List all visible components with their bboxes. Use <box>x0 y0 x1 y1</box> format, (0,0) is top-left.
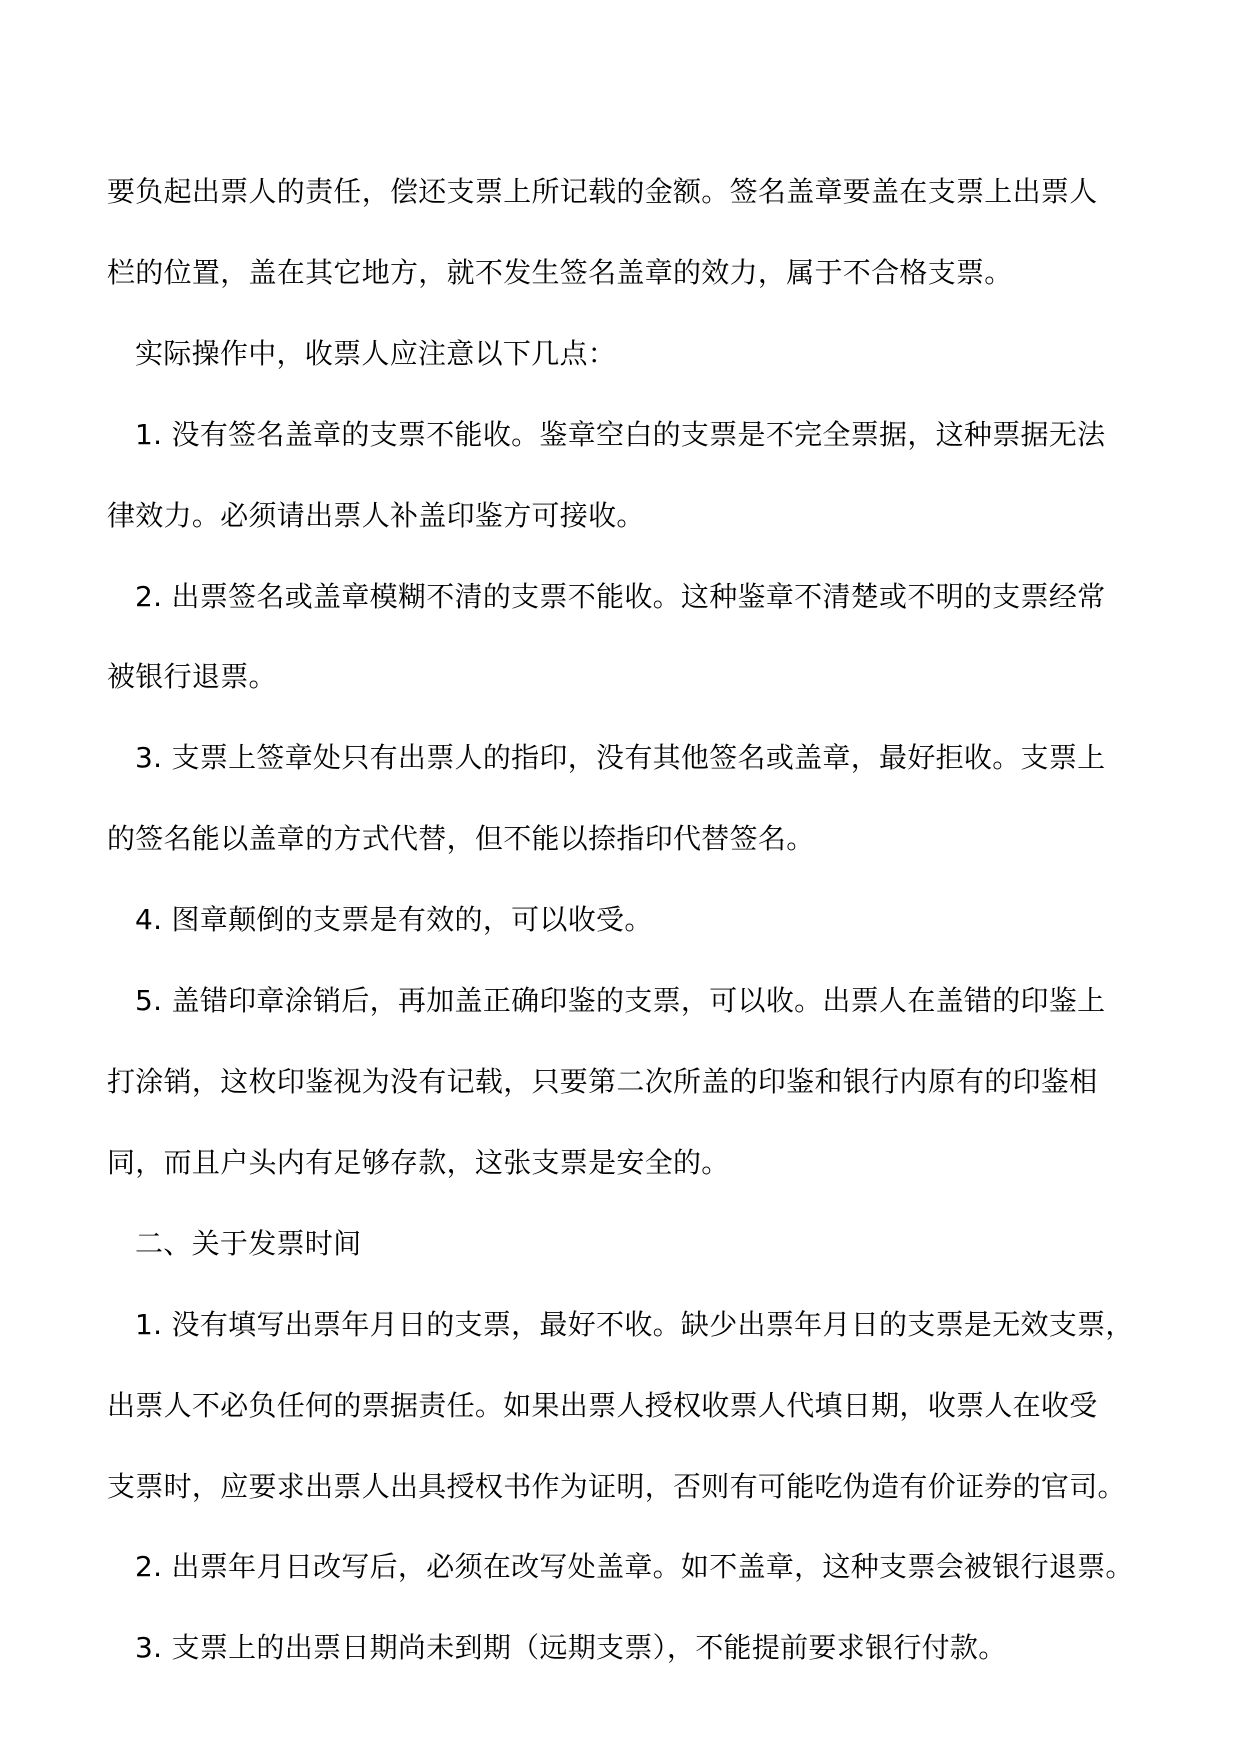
list-item-3: 3. 支票上签章处只有出票人的指印，没有其他签名或盖章，最好拒收。支票上 <box>135 741 1106 774</box>
list-item-1-continued: 律效力。必须请出票人补盖印鉴方可接收。 <box>107 499 645 532</box>
list-item-4: 4. 图章颠倒的支票是有效的，可以收受。 <box>135 903 653 936</box>
list-item-5: 5. 盖错印章涂销后，再加盖正确印鉴的支票，可以收。出票人在盖错的印鉴上 <box>135 984 1106 1017</box>
list-item-1-continued: 出票人不必负任何的票据责任。如果出票人授权收票人代填日期，收票人在收受 <box>107 1389 1098 1422</box>
list-item-3: 3. 支票上的出票日期尚未到期（远期支票），不能提前要求银行付款。 <box>135 1631 1007 1664</box>
list-item-5-continued: 打涂销，这枚印鉴视为没有记载，只要第二次所盖的印鉴和银行内原有的印鉴相 <box>107 1065 1098 1098</box>
list-item-5-continued: 同，而且户头内有足够存款，这张支票是安全的。 <box>107 1146 730 1179</box>
paragraph-intro: 实际操作中，收票人应注意以下几点： <box>135 337 617 370</box>
list-item-2: 2. 出票年月日改写后，必须在改写处盖章。如不盖章，这种支票会被银行退票。 <box>135 1550 1134 1583</box>
list-item-1: 1. 没有签名盖章的支票不能收。鉴章空白的支票是不完全票据，这种票据无法 <box>135 418 1106 451</box>
list-item-3-continued: 的签名能以盖章的方式代替，但不能以捺指印代替签名。 <box>107 822 815 855</box>
list-item-1: 1. 没有填写出票年月日的支票，最好不收。缺少出票年月日的支票是无效支票， <box>135 1308 1134 1341</box>
body-text-line: 栏的位置，盖在其它地方，就不发生签名盖章的效力，属于不合格支票。 <box>107 256 1013 289</box>
body-text-line: 要负起出票人的责任，偿还支票上所记载的金额。签名盖章要盖在支票上出票人 <box>107 175 1098 208</box>
list-item-2: 2. 出票签名或盖章模糊不清的支票不能收。这种鉴章不清楚或不明的支票经常 <box>135 580 1106 613</box>
section-heading: 二、关于发票时间 <box>135 1227 362 1260</box>
list-item-2-continued: 被银行退票。 <box>107 660 277 693</box>
list-item-1-continued: 支票时，应要求出票人出具授权书作为证明，否则有可能吃伪造有价证券的官司。 <box>107 1470 1126 1503</box>
